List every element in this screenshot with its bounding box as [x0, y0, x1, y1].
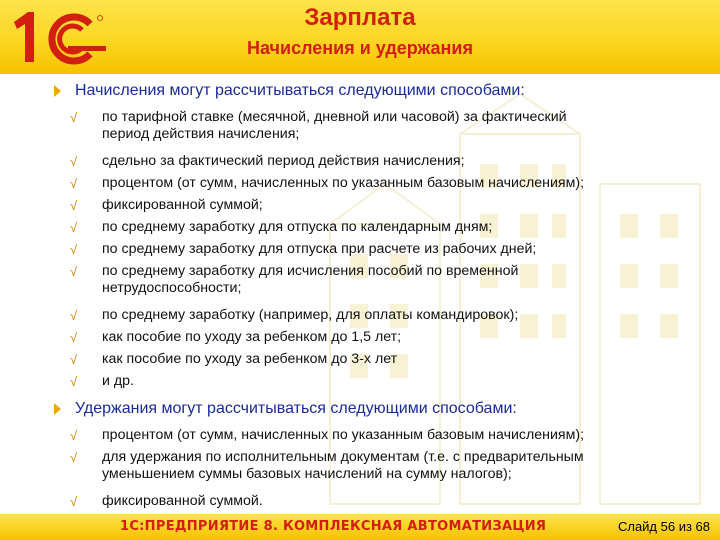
slide-counter: Слайд 56 из 68 — [617, 519, 710, 534]
section-heading-text: Начисления могут рассчитываться следующими способами: — [75, 82, 525, 99]
list-item — [70, 493, 708, 510]
list-item-text: фиксированной суммой; — [102, 197, 263, 213]
check-icon: √ — [70, 330, 78, 345]
list-item — [70, 241, 708, 258]
check-icon: √ — [70, 110, 78, 125]
list-item-text: по тарифной ставке (месячной, дневной или часовой) за фактический — [102, 109, 567, 125]
page-title: Зарплата — [304, 4, 416, 31]
check-icon: √ — [70, 494, 78, 509]
list-item-text: как пособие по уходу за ребенком до 3-х лет — [102, 351, 398, 367]
footer-bar — [0, 514, 720, 540]
page-subtitle: Начисления и удержания — [247, 38, 473, 58]
list-item-text: по среднему заработку для исчисления пособий по временной — [102, 263, 519, 279]
list-item — [70, 449, 708, 483]
check-icon: √ — [70, 220, 78, 235]
list-item-text: процентом (от сумм, начисленных по указанным базовым начислениям); — [102, 427, 585, 443]
check-icon: √ — [70, 154, 78, 169]
list-item-text: по среднему заработку для отпуска по календарным дням; — [102, 219, 493, 235]
list-item — [70, 175, 708, 192]
list-item-text: и др. — [102, 373, 134, 389]
check-icon: √ — [70, 428, 78, 443]
check-icon: √ — [70, 308, 78, 323]
list-item — [70, 329, 708, 346]
list-item-text: уменьшением суммы базовых начислений на сумму налогов); — [102, 466, 512, 482]
check-icon: √ — [70, 198, 78, 213]
check-icon: √ — [70, 450, 78, 465]
list-item-text: как пособие по уходу за ребенком до 1,5 лет; — [102, 329, 402, 345]
check-icon: √ — [70, 352, 78, 367]
list-item — [70, 373, 708, 390]
list-item-text: фиксированной суммой. — [102, 493, 263, 509]
check-icon: √ — [70, 264, 78, 279]
list-item-text: сдельно за фактический период действия начисления; — [102, 153, 465, 169]
list-item — [70, 427, 708, 444]
list-item — [70, 219, 708, 236]
list-item — [70, 307, 708, 324]
list-item — [70, 263, 708, 297]
check-icon: √ — [70, 242, 78, 257]
list-item — [70, 197, 708, 214]
list-item-text: период действия начисления; — [102, 126, 300, 142]
arrow-right-icon — [54, 403, 61, 415]
list-item-text: по среднему заработку для отпуска при расчете из рабочих дней; — [102, 241, 537, 257]
list-item-text: для удержания по исполнительным документам (т.е. с предварительным — [102, 449, 584, 465]
list-item — [70, 351, 708, 368]
section-heading-text: Удержания могут рассчитываться следующими способами: — [75, 400, 517, 417]
check-icon: √ — [70, 176, 78, 191]
list-item — [70, 109, 708, 143]
list-item-text: нетрудоспособности; — [102, 280, 242, 296]
list-item — [70, 153, 708, 170]
list-item-text: по среднему заработку (например, для оплаты командировок); — [102, 307, 519, 323]
list-item-text: процентом (от сумм, начисленных по указанным базовым начислениям); — [102, 175, 585, 191]
header-bar — [0, 0, 720, 74]
check-icon: √ — [70, 374, 78, 389]
footer-product-name: 1С:ПРЕДПРИЯТИЕ 8. КОМПЛЕКСНАЯ АВТОМАТИЗАЦИЯ — [120, 519, 547, 534]
arrow-right-icon — [54, 85, 61, 97]
